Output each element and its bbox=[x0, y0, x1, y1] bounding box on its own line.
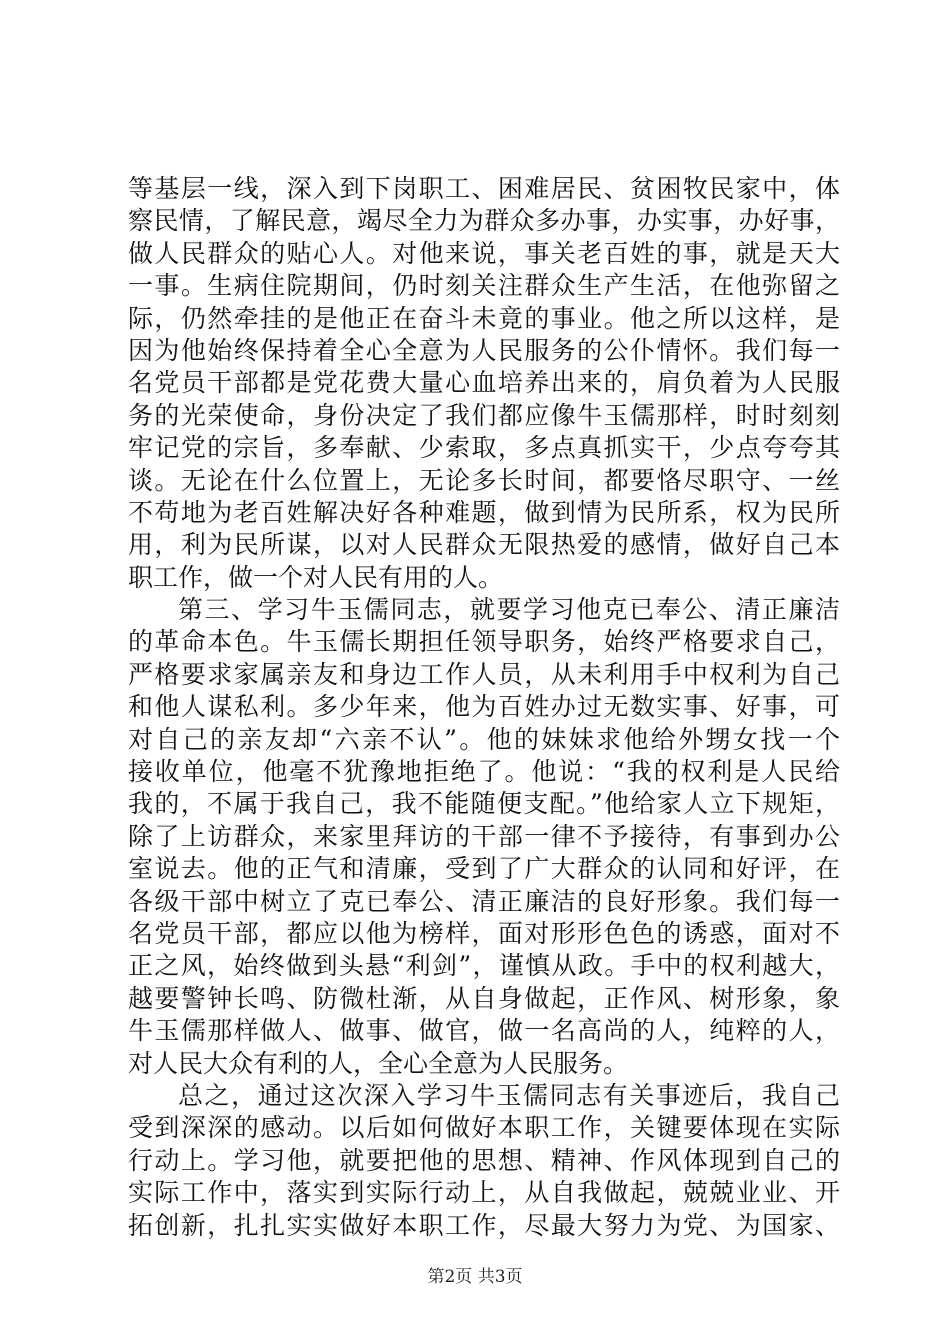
text-line: 一事。生病住院期间，仍时刻关注群众生产生活，在他弥留之 bbox=[128, 271, 840, 301]
text-line: 实际工作中，落实到实际行动上，从自我做起，兢兢业业、开 bbox=[128, 1178, 840, 1208]
text-line: 越要警钟长鸣、防微杜渐，从自身做起，正作风、树形象，象 bbox=[128, 983, 840, 1013]
text-line: 名党员干部都是党花费大量心血培养出来的，肩负着为人民服 bbox=[128, 368, 840, 398]
text-line: 牛玉儒那样做人、做事、做官，做一名高尚的人，纯粹的人， bbox=[128, 1016, 840, 1046]
text-line: 拓创新，扎扎实实做好本职工作，尽最大努力为党、为国家、 bbox=[128, 1210, 840, 1240]
text-line: 名党员干部，都应以他为榜样，面对形形色色的诱惑，面对不 bbox=[128, 918, 840, 948]
document-body bbox=[128, 173, 840, 1242]
text-line: 谈。无论在什么位置上，无论多长时间，都要恪尽职守、一丝 bbox=[128, 465, 840, 495]
text-line: 正之风，始终做到头悬“利剑”，谨慎从政。手中的权利越大， bbox=[128, 951, 840, 981]
text-line: 接收单位，他毫不犹豫地拒绝了。他说：“我的权利是人民给 bbox=[128, 757, 840, 787]
text-line: 行动上。学习他，就要把他的思想、精神、作风体现到自己的 bbox=[128, 1145, 840, 1175]
paragraph bbox=[128, 173, 840, 594]
text-line: 受到深深的感动。以后如何做好本职工作，关键要体现在实际 bbox=[128, 1113, 840, 1143]
text-line: 牢记党的宗旨，多奉献、少索取，多点真抓实干，少点夸夸其 bbox=[128, 433, 840, 463]
text-line: 第三、学习牛玉儒同志，就要学习他克已奉公、清正廉洁 bbox=[178, 595, 840, 625]
text-line: 等基层一线，深入到下岗职工、困难居民、贫困牧民家中，体 bbox=[128, 174, 840, 203]
text-line: 察民情，了解民意，竭尽全力为群众多办事，办实事，办好事， bbox=[128, 206, 840, 236]
text-line: 际，仍然牵挂的是他正在奋斗未竟的事业。他之所以这样，是 bbox=[128, 303, 840, 333]
text-line: 和他人谋私利。多少年来，他为百姓办过无数实事、好事，可 bbox=[128, 692, 840, 722]
text-line: 因为他始终保持着全心全意为人民服务的公仆情怀。我们每一 bbox=[128, 335, 840, 365]
text-line: 不苟地为老百姓解决好各种难题，做到情为民所系，权为民所 bbox=[128, 497, 840, 527]
text-line: 对人民大众有利的人，全心全意为人民服务。 bbox=[128, 1048, 629, 1078]
text-line: 严格要求家属亲友和身边工作人员，从未利用手中权利为自己 bbox=[128, 659, 840, 689]
text-line: 室说去。他的正气和清廉，受到了广大群众的认同和好评，在 bbox=[128, 854, 840, 884]
text-line: 总之，通过这次深入学习牛玉儒同志有关事迹后，我自己 bbox=[178, 1080, 840, 1110]
text-line: 各级干部中树立了克已奉公、清正廉洁的良好形象。我们每一 bbox=[128, 886, 840, 916]
page-footer: 第2页 共3页 bbox=[427, 1267, 523, 1287]
text-line: 务的光荣使命，身份决定了我们都应像牛玉儒那样，时时刻刻 bbox=[128, 400, 840, 430]
text-line: 职工作，做一个对人民有用的人。 bbox=[128, 562, 504, 592]
text-line: 用，利为民所谋，以对人民群众无限热爱的感情，做好自己本 bbox=[128, 530, 840, 560]
text-line: 做人民群众的贴心人。对他来说，事关老百姓的事，就是天大 bbox=[128, 238, 840, 268]
text-line: 对自己的亲友却“六亲不认”。他的妹妹求他给外甥女找一个 bbox=[128, 724, 840, 754]
text-line: 除了上访群众，来家里拜访的干部一律不予接待，有事到办公 bbox=[128, 821, 840, 851]
paragraph bbox=[128, 594, 840, 1080]
text-line: 我的，不属于我自己，我不能随便支配。”他给家人立下规矩， bbox=[128, 789, 840, 819]
paragraph bbox=[128, 1080, 840, 1242]
text-line: 的革命本色。牛玉儒长期担任领导职务，始终严格要求自己， bbox=[128, 627, 840, 657]
